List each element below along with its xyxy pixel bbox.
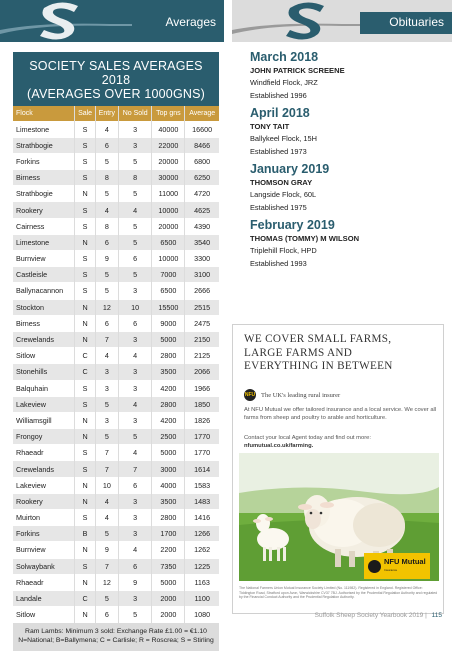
table-row — [13, 493, 219, 509]
cell-entry: 3 — [95, 364, 118, 380]
table-row — [13, 299, 219, 315]
cell-sale: S — [75, 137, 95, 153]
cell-sale: S — [75, 510, 95, 526]
cell-entry: 7 — [95, 331, 118, 347]
cell-entry: 5 — [95, 396, 118, 412]
cell-no-sold: 3 — [118, 526, 151, 542]
obituary-flock: Windfield Flock, JRZ — [250, 78, 318, 87]
obituary-flock: Triplehill Flock, HPD — [250, 246, 317, 255]
cell-top-gns: 3000 — [152, 461, 185, 477]
cell-average: 4720 — [185, 186, 219, 202]
cell-average: 1163 — [185, 574, 219, 590]
footer-divider: | — [425, 612, 427, 619]
cell-top-gns: 7350 — [152, 558, 185, 574]
obituary-established: Established 1975 — [250, 202, 307, 212]
cell-top-gns: 22000 — [152, 137, 185, 153]
cell-entry: 9 — [95, 251, 118, 267]
cell-average: 2666 — [185, 283, 219, 299]
cell-sale: N — [75, 477, 95, 493]
cell-entry: 4 — [95, 493, 118, 509]
cell-sale: N — [75, 493, 95, 509]
cell-no-sold: 7 — [118, 461, 151, 477]
column-header-average: Average — [185, 106, 219, 121]
table-row — [13, 153, 219, 169]
obituary-name: TONY TAIT — [250, 122, 290, 131]
table-row — [13, 348, 219, 364]
cell-average: 2150 — [185, 331, 219, 347]
cell-no-sold: 3 — [118, 283, 151, 299]
cell-sale: N — [75, 234, 95, 250]
cell-top-gns: 4200 — [152, 412, 185, 428]
cell-no-sold: 3 — [118, 510, 151, 526]
cell-sale: N — [75, 429, 95, 445]
advert-url-link[interactable]: nfumutual.co.uk/farming. — [244, 442, 314, 449]
cell-no-sold: 3 — [118, 590, 151, 606]
advert-headline-line: WE COVER SMALL FARMS, — [244, 333, 392, 345]
cell-top-gns: 2000 — [152, 590, 185, 606]
advert-body: At NFU Mutual we offer tailored insurance and a local service. We cover all farms from sheep and poultry to arable and horticulture. — [244, 407, 437, 421]
averages-label: Averages — [165, 15, 216, 29]
cell-flock: Rhaeadr — [13, 445, 75, 461]
cell-entry: 10 — [95, 477, 118, 493]
table-row — [13, 202, 219, 218]
advert-small-print: The National Farmers Union Mutual Insurance Society Limited (No. 111982). Registered in England. Registered Office: Tiddington Road, Stratford upon Avon, Warwickshire CV37 7BJ. Authorised by the Prudential Regulation Authority and regulated by the Financial Conduct Authority and the Prudential Regulation Authority. — [239, 586, 438, 600]
cell-entry: 7 — [95, 461, 118, 477]
cell-average: 3300 — [185, 251, 219, 267]
averages-table — [13, 106, 219, 623]
averages-notes — [13, 623, 219, 647]
table-row — [13, 526, 219, 542]
cell-entry: 3 — [95, 412, 118, 428]
obituary-entry — [250, 106, 446, 157]
cell-top-gns: 6500 — [152, 234, 185, 250]
cell-sale: S — [75, 558, 95, 574]
cell-entry: 3 — [95, 380, 118, 396]
cell-no-sold: 3 — [118, 364, 151, 380]
advert-headline-line: EVERYTHING IN BETWEEN — [244, 360, 393, 372]
obituary-established: Established 1996 — [250, 90, 307, 100]
cell-no-sold: 6 — [118, 477, 151, 493]
cell-sale: S — [75, 121, 95, 137]
cell-average: 2515 — [185, 299, 219, 315]
cell-sale: S — [75, 251, 95, 267]
cell-top-gns: 10000 — [152, 202, 185, 218]
cell-top-gns: 6500 — [152, 283, 185, 299]
obituary-month: April 2018 — [250, 106, 310, 120]
advert-contact — [244, 435, 438, 450]
obituary-name: THOMSON GRAY — [250, 178, 313, 187]
cell-sale: S — [75, 202, 95, 218]
cell-no-sold: 6 — [118, 251, 151, 267]
table-header-row — [13, 106, 219, 121]
table-row — [13, 590, 219, 606]
page-footer — [315, 612, 442, 619]
cell-sale: N — [75, 299, 95, 315]
obituary-flock: Ballykeel Flock, 15H — [250, 134, 317, 143]
page-number: 115 — [431, 612, 442, 619]
cell-top-gns: 5000 — [152, 445, 185, 461]
cell-average: 1225 — [185, 558, 219, 574]
cell-entry: 4 — [95, 121, 118, 137]
cell-top-gns: 5000 — [152, 331, 185, 347]
cell-flock: Burnview — [13, 251, 75, 267]
nfu-mutual-advert[interactable] — [232, 324, 444, 614]
obituary-entry — [250, 218, 446, 269]
cell-no-sold: 4 — [118, 202, 151, 218]
cell-no-sold: 3 — [118, 380, 151, 396]
table-row — [13, 234, 219, 250]
cell-no-sold: 3 — [118, 137, 151, 153]
cell-flock: Sitlow — [13, 348, 75, 364]
cell-flock: Rookery — [13, 202, 75, 218]
cell-flock: Forkins — [13, 526, 75, 542]
obituaries-list — [250, 50, 446, 274]
cell-no-sold: 4 — [118, 396, 151, 412]
cell-flock: Limestone — [13, 234, 75, 250]
cell-entry: 4 — [95, 202, 118, 218]
cell-flock: Solwaybank — [13, 558, 75, 574]
cell-average: 6250 — [185, 170, 219, 186]
cell-flock: Muirton — [13, 510, 75, 526]
table-row — [13, 510, 219, 526]
table-row — [13, 477, 219, 493]
averages-title-box — [13, 52, 219, 106]
cell-flock: Forkins — [13, 153, 75, 169]
cell-entry: 6 — [95, 315, 118, 331]
cell-flock: Stockton — [13, 299, 75, 315]
cell-sale: N — [75, 607, 95, 623]
cell-average: 1614 — [185, 461, 219, 477]
nfu-badge-icon: NFU — [244, 389, 256, 401]
table-row — [13, 170, 219, 186]
cell-no-sold: 3 — [118, 121, 151, 137]
cell-entry: 4 — [95, 348, 118, 364]
obituary-month: January 2019 — [250, 162, 330, 176]
obituary-name: THOMAS (TOMMY) M WILSON — [250, 234, 360, 243]
cell-sale: S — [75, 153, 95, 169]
cell-no-sold: 3 — [118, 412, 151, 428]
cell-sale: N — [75, 315, 95, 331]
cell-sale: S — [75, 396, 95, 412]
cell-average: 4625 — [185, 202, 219, 218]
cell-entry: 6 — [95, 607, 118, 623]
table-row — [13, 396, 219, 412]
cell-entry: 5 — [95, 186, 118, 202]
obituary-month: March 2018 — [250, 50, 319, 64]
cell-sale: N — [75, 331, 95, 347]
cell-flock: Balquhain — [13, 380, 75, 396]
averages-title: SOCIETY SALES AVERAGES 2018 — [29, 59, 203, 87]
cell-no-sold: 3 — [118, 493, 151, 509]
cell-average: 16600 — [185, 121, 219, 137]
advert-headline — [244, 333, 440, 374]
obituaries-banner — [232, 0, 452, 42]
cell-average: 1850 — [185, 396, 219, 412]
cell-top-gns: 40000 — [152, 121, 185, 137]
cell-average: 1080 — [185, 607, 219, 623]
cell-top-gns: 15500 — [152, 299, 185, 315]
cell-average: 2125 — [185, 348, 219, 364]
cell-flock: Landale — [13, 590, 75, 606]
cell-entry: 5 — [95, 429, 118, 445]
cell-flock: Castleisle — [13, 267, 75, 283]
cell-no-sold: 4 — [118, 445, 151, 461]
cell-no-sold: 5 — [118, 607, 151, 623]
cell-sale: S — [75, 218, 95, 234]
cell-sale: N — [75, 542, 95, 558]
obituary-month: February 2019 — [250, 218, 335, 232]
cell-average: 8466 — [185, 137, 219, 153]
column-header-flock: Flock — [13, 106, 75, 121]
publication-title: Suffolk Sheep Society Yearbook 2019 — [314, 612, 424, 619]
advert-contact-text: Contact your local Agent today and find out more: — [244, 435, 371, 441]
cell-entry: 5 — [95, 283, 118, 299]
table-row — [13, 251, 219, 267]
cell-average: 1826 — [185, 412, 219, 428]
cell-no-sold: 5 — [118, 267, 151, 283]
cell-sale: C — [75, 364, 95, 380]
table-row — [13, 607, 219, 623]
cell-flock: Birness — [13, 170, 75, 186]
cell-no-sold: 6 — [118, 315, 151, 331]
cell-average: 3100 — [185, 267, 219, 283]
obituary-entry — [250, 162, 446, 213]
table-row — [13, 331, 219, 347]
table-row — [13, 574, 219, 590]
cell-average: 1770 — [185, 429, 219, 445]
cell-entry: 8 — [95, 170, 118, 186]
table-row — [13, 267, 219, 283]
cell-top-gns: 3500 — [152, 493, 185, 509]
table-row — [13, 429, 219, 445]
obituary-flock: Langside Flock, 60L — [250, 190, 317, 199]
cell-average: 6800 — [185, 153, 219, 169]
cell-sale: S — [75, 267, 95, 283]
cell-sale: S — [75, 461, 95, 477]
cell-top-gns: 5000 — [152, 574, 185, 590]
cell-flock: Williamsgill — [13, 412, 75, 428]
cell-top-gns: 2500 — [152, 429, 185, 445]
obituary-established: Established 1993 — [250, 258, 307, 268]
table-row — [13, 558, 219, 574]
cell-flock: Lakeview — [13, 477, 75, 493]
cell-top-gns: 2200 — [152, 542, 185, 558]
cell-entry: 7 — [95, 558, 118, 574]
cell-no-sold: 9 — [118, 574, 151, 590]
cell-top-gns: 4000 — [152, 477, 185, 493]
cell-sale: C — [75, 590, 95, 606]
table-row — [13, 186, 219, 202]
cell-average: 3540 — [185, 234, 219, 250]
advert-tagline-row — [244, 389, 340, 401]
cell-entry: 9 — [95, 542, 118, 558]
sale-key-note: N=National; B=Ballymena; C = Carlisle; R = Roscrea; S = Stirling — [18, 636, 214, 644]
column-header-entry: Entry — [95, 106, 118, 121]
cell-sale: S — [75, 445, 95, 461]
cell-top-gns: 20000 — [152, 218, 185, 234]
column-header-sale: Sale — [75, 106, 95, 121]
cell-sale: N — [75, 412, 95, 428]
cell-entry: 12 — [95, 299, 118, 315]
cell-flock: Strathbogie — [13, 137, 75, 153]
cell-entry: 5 — [95, 526, 118, 542]
cell-top-gns: 20000 — [152, 153, 185, 169]
table-row — [13, 121, 219, 137]
cell-no-sold: 5 — [118, 186, 151, 202]
cell-flock: Crewelands — [13, 461, 75, 477]
cell-sale: N — [75, 186, 95, 202]
cell-flock: Rookery — [13, 493, 75, 509]
cell-entry: 5 — [95, 153, 118, 169]
cell-top-gns: 9000 — [152, 315, 185, 331]
cell-average: 2475 — [185, 315, 219, 331]
cell-flock: Lakeview — [13, 396, 75, 412]
column-header-top-gns: Top gns — [152, 106, 185, 121]
cell-top-gns: 2800 — [152, 396, 185, 412]
cell-average: 1100 — [185, 590, 219, 606]
exchange-rate-note: Ram Lambs: Minimum 3 sold: Exchange Rate £1.00 = €1.10 — [25, 627, 207, 635]
cell-average: 1770 — [185, 445, 219, 461]
nfu-logo-text — [384, 558, 426, 574]
cell-top-gns: 11000 — [152, 186, 185, 202]
cell-flock: Rhaeadr — [13, 574, 75, 590]
obituaries-label: Obituaries — [389, 15, 444, 29]
cell-flock: Sitlow — [13, 607, 75, 623]
cell-no-sold: 5 — [118, 153, 151, 169]
nfu-logo-name: NFU Mutual — [384, 557, 426, 566]
cell-no-sold: 5 — [118, 429, 151, 445]
cell-entry: 5 — [95, 590, 118, 606]
cell-flock: Cairness — [13, 218, 75, 234]
table-row — [13, 218, 219, 234]
cell-no-sold: 5 — [118, 218, 151, 234]
cell-flock: Ballynacannon — [13, 283, 75, 299]
cell-flock: Crewelands — [13, 331, 75, 347]
cell-no-sold: 8 — [118, 170, 151, 186]
averages-banner — [0, 0, 224, 42]
table-row — [13, 283, 219, 299]
cell-flock: Birness — [13, 315, 75, 331]
cell-entry: 4 — [95, 510, 118, 526]
table-row — [13, 445, 219, 461]
cell-top-gns: 2000 — [152, 607, 185, 623]
cell-sale: N — [75, 574, 95, 590]
cell-entry: 5 — [95, 267, 118, 283]
cell-average: 2066 — [185, 364, 219, 380]
cell-entry: 7 — [95, 445, 118, 461]
cell-flock: Frongoy — [13, 429, 75, 445]
cell-top-gns: 3500 — [152, 364, 185, 380]
cell-flock: Stonehills — [13, 364, 75, 380]
cell-sale: S — [75, 170, 95, 186]
cell-no-sold: 10 — [118, 299, 151, 315]
cell-entry: 8 — [95, 218, 118, 234]
column-header-no-sold: No Sold — [118, 106, 151, 121]
cell-average: 1583 — [185, 477, 219, 493]
cell-top-gns: 1700 — [152, 526, 185, 542]
obituary-name: JOHN PATRICK SCREENE — [250, 66, 345, 75]
table-row — [13, 315, 219, 331]
cell-sale: S — [75, 283, 95, 299]
cell-no-sold: 3 — [118, 331, 151, 347]
cell-average: 1483 — [185, 493, 219, 509]
table-row — [13, 364, 219, 380]
cell-sale: B — [75, 526, 95, 542]
table-row — [13, 542, 219, 558]
cell-average: 1966 — [185, 380, 219, 396]
cell-no-sold: 4 — [118, 348, 151, 364]
obituary-established: Established 1973 — [250, 146, 307, 156]
cell-top-gns: 30000 — [152, 170, 185, 186]
averages-table-body — [13, 121, 219, 623]
cell-flock: Strathbogie — [13, 186, 75, 202]
cell-no-sold: 4 — [118, 542, 151, 558]
cell-average: 1262 — [185, 542, 219, 558]
cell-top-gns: 2800 — [152, 510, 185, 526]
nfu-mutual-logo — [364, 553, 430, 579]
cell-entry: 6 — [95, 137, 118, 153]
cell-flock: Limestone — [13, 121, 75, 137]
sales-averages-panel — [13, 52, 219, 651]
cell-sale: C — [75, 348, 95, 364]
nfu-logo-sub: Insurance — [384, 568, 398, 572]
cell-average: 4390 — [185, 218, 219, 234]
cell-top-gns: 10000 — [152, 251, 185, 267]
cell-no-sold: 5 — [118, 234, 151, 250]
nfu-logo-mark-icon — [368, 560, 381, 573]
advert-tagline: The UK's leading rural insurer — [261, 391, 341, 399]
cell-no-sold: 6 — [118, 558, 151, 574]
table-row — [13, 461, 219, 477]
table-row — [13, 137, 219, 153]
averages-subtitle: (AVERAGES OVER 1000GNS) — [26, 87, 206, 101]
cell-top-gns: 7000 — [152, 267, 185, 283]
cell-average: 1416 — [185, 510, 219, 526]
advert-headline-line: LARGE FARMS AND — [244, 346, 353, 359]
cell-entry: 6 — [95, 234, 118, 250]
cell-flock: Burnview — [13, 542, 75, 558]
cell-top-gns: 2800 — [152, 348, 185, 364]
cell-entry: 12 — [95, 574, 118, 590]
cell-average: 1266 — [185, 526, 219, 542]
cell-top-gns: 4200 — [152, 380, 185, 396]
table-row — [13, 412, 219, 428]
cell-sale: S — [75, 380, 95, 396]
table-row — [13, 380, 219, 396]
obituary-entry — [250, 50, 446, 101]
